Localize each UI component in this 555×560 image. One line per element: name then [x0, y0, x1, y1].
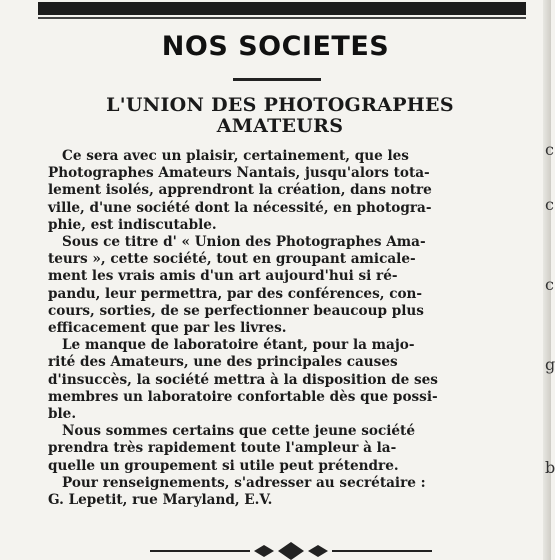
body-line: Nous sommes certains que cette jeune société: [62, 423, 415, 440]
adjacent-column-edge: [543, 0, 555, 560]
body-line: lement isolés, apprendront la création, dans notre: [48, 182, 432, 199]
article-title-line: L'UNION DES PHOTOGRAPHES: [106, 94, 454, 116]
margin-glyph: g: [545, 355, 555, 374]
article-body: [48, 148, 540, 509]
body-line: Le manque de laboratoire étant, pour la majo-: [62, 337, 415, 354]
article-title-line: AMATEURS: [216, 115, 344, 137]
body-line: membres un laboratoire confortable dès que possi-: [48, 388, 438, 405]
body-line: quelle un groupement si utile peut prétendre.: [48, 457, 399, 474]
margin-glyph: b: [545, 458, 555, 477]
top-rule: [38, 2, 526, 15]
section-title: NOS SOCIETES: [161, 31, 390, 62]
body-line: Photographes Amateurs Nantais, jusqu'alors tota-: [48, 165, 430, 182]
body-line: ment les vrais amis d'un art aujourd'hui si ré-: [48, 268, 398, 285]
article-title: [60, 95, 500, 137]
body-line: pandu, leur permettra, par des conférences, con-: [48, 285, 423, 302]
body-line: ville, d'une société dont la nécessité, en photogra-: [48, 199, 432, 216]
body-line: phie, est indiscutable.: [48, 216, 217, 233]
title-rule: [233, 78, 321, 81]
margin-glyph: c: [545, 275, 554, 294]
body-line: d'insuccès, la société mettra à la disposition de ses: [48, 371, 438, 388]
body-line: prendra très rapidement toute l'ampleur à la-: [48, 440, 397, 457]
body-line: rité des Amateurs, une des principales causes: [48, 354, 398, 371]
body-line: efficacement que par les livres.: [48, 320, 287, 337]
body-line: ble.: [48, 406, 77, 423]
body-line: Sous ce titre d' « Union des Photographes Ama-: [62, 234, 426, 251]
body-line: cours, sorties, de se perfectionner beaucoup plus: [48, 302, 424, 319]
top-rule-thin: [38, 17, 526, 19]
end-ornament: [150, 540, 432, 560]
body-line: G. Lepetit, rue Maryland, E.V.: [48, 492, 273, 509]
body-line: Ce sera avec un plaisir, certainement, que les: [62, 148, 409, 164]
body-line: Pour renseignements, s'adresser au secrétaire :: [62, 474, 426, 491]
body-line: teurs », cette société, tout en groupant amicale-: [48, 251, 416, 268]
margin-glyph: c: [545, 140, 554, 159]
margin-glyph: c: [545, 195, 554, 214]
